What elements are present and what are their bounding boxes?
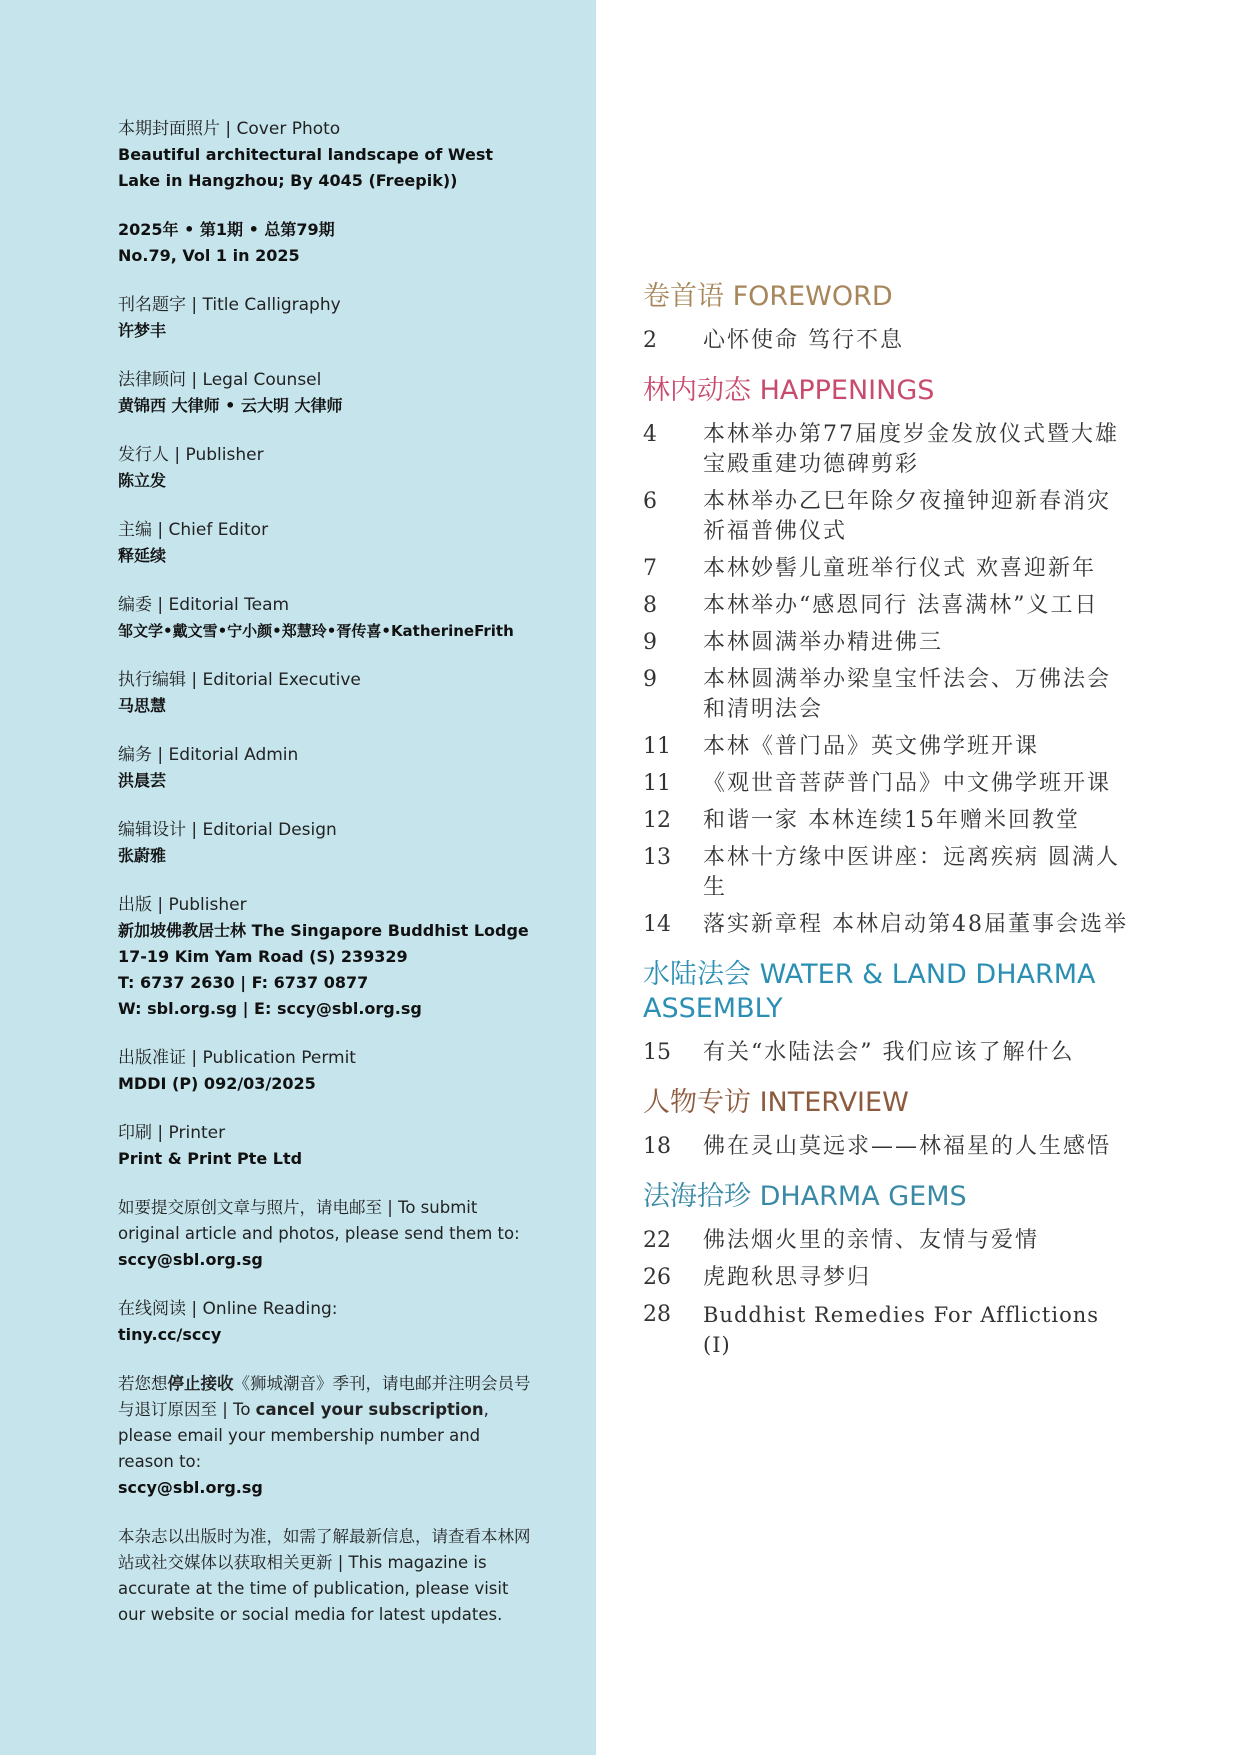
section-title: 法海拾珍 DHARMA GEMS: [643, 1181, 967, 1212]
unsubscribe-info: 若您想停止接收《狮城潮音》季刊，请电邮并注明会员号与退订原因至 | To cancel your subscription, please email your membership number and reason to: sccy@sbl.org.sg: [118, 1374, 531, 1497]
issue-info: 2025年 • 第1期 • 总第79期 No.79, Vol 1 in 2025: [118, 220, 335, 265]
toc-entry[interactable]: 22 佛法烟火里的亲情、友情与爱情: [643, 1228, 1040, 1253]
printer-credit: 印刷 | Printer Print & Print Pte Ltd: [118, 1123, 303, 1168]
section-title: 林内动态 HAPPENINGS: [643, 375, 935, 406]
editorial-executive-credit: 执行编辑 | Editorial Executive 马思慧: [118, 670, 361, 715]
toc-section-happenings: [643, 374, 1223, 940]
title-calligraphy-credit: 刊名题字 | Title Calligraphy 许梦丰: [118, 295, 341, 340]
toc-entry[interactable]: 6 本林举办乙巳年除夕夜撞钟迎新春消灾祈福普佛仪式: [643, 489, 1112, 544]
section-title: 人物专访 INTERVIEW: [643, 1087, 909, 1118]
section-title: 水陆法会 WATER & LAND DHARMA ASSEMBLY: [643, 959, 1096, 1024]
disclaimer: 本杂志以出版时为准，如需了解最新信息，请查看本林网站或社交媒体以获取相关更新 | This magazine is accurate at the time of publication, please visit our website or social media for latest updates.: [118, 1527, 531, 1624]
submission-info: 如要提交原创文章与照片，请电邮至 | To submit original article and photos, please send them to: sccy@sbl.org.sg: [118, 1198, 520, 1269]
issuer-credit: 发行人 | Publisher 陈立发: [118, 445, 264, 490]
toc-entry[interactable]: 12 和谐一家 本林连续15年赠米回教堂: [643, 808, 1080, 833]
toc-entry[interactable]: 18 佛在灵山莫远求——林福星的人生感悟: [643, 1134, 1112, 1159]
toc-entry[interactable]: 15 有关“水陆法会” 我们应该了解什么: [643, 1040, 1075, 1065]
toc-entry[interactable]: 7 本林妙髻儿童班举行仪式 欢喜迎新年: [643, 556, 1096, 581]
section-title: 卷首语 FOREWORD: [643, 281, 893, 312]
toc-entry[interactable]: 4 本林举办第77届度岁金发放仪式暨大雄宝殿重建功德碑剪彩: [643, 422, 1119, 477]
editorial-team-credit: 编委 | Editorial Team 邹文学•戴文雪•宁小颜•郑慧玲•胥传喜•KatherineFrith: [118, 595, 514, 640]
toc-section-dharma-gems: [643, 1180, 1223, 1360]
toc-entry[interactable]: 9 本林圆满举办梁皇宝忏法会、万佛法会和清明法会: [643, 667, 1112, 722]
cover-photo-credit: 本期封面照片 | Cover Photo Beautiful architectural landscape of West Lake in Hangzhou; By 4045 (Freepik)): [118, 119, 494, 190]
online-reading-info: 在线阅读 | Online Reading: tiny.cc/sccy: [118, 1299, 338, 1344]
toc-entry[interactable]: 9 本林圆满举办精进佛三: [643, 630, 944, 655]
toc-section-water-land-dharma-assembly: [643, 958, 1223, 1068]
editorial-design-credit: 编辑设计 | Editorial Design 张蔚雅: [118, 820, 337, 865]
credits-panel: [0, 0, 596, 1755]
legal-counsel-credit: 法律顾问 | Legal Counsel 黄锦西 大律师 • 云大明 大律师: [118, 370, 343, 415]
publication-permit-credit: 出版准证 | Publication Permit MDDI (P) 092/03/2025: [118, 1048, 356, 1093]
toc-entry[interactable]: 2 心怀使命 笃行不息: [643, 328, 904, 353]
toc-entry[interactable]: 8 本林举办“感恩同行 法喜满林”义工日: [643, 593, 1099, 618]
editorial-admin-credit: 编务 | Editorial Admin 洪晨芸: [118, 745, 299, 790]
toc-section-foreword: [643, 280, 1223, 356]
toc-entry[interactable]: 14 落实新章程 本林启动第48届董事会选举: [643, 912, 1128, 937]
toc-entry[interactable]: 11 本林《普门品》英文佛学班开课: [643, 734, 1040, 759]
toc-entry[interactable]: 28 Buddhist Remedies For Afflictions (I): [643, 1302, 1100, 1357]
table-of-contents: [643, 280, 1223, 1378]
toc-section-interview: [643, 1086, 1223, 1162]
toc-entry[interactable]: 13 本林十方缘中医讲座：远离疾病 圆满人生: [643, 845, 1120, 900]
toc-entry[interactable]: 26 虎跑秋思寻梦归: [643, 1265, 872, 1290]
chief-editor-credit: 主编 | Chief Editor 释延续: [118, 520, 269, 565]
publisher-credit: 出版 | Publisher 新加坡佛教居士林 The Singapore Buddhist Lodge 17-19 Kim Yam Road (S) 239329 T: 6737 2630 | F: 6737 0877 W: sbl.org.sg | E: sccy@sbl.org.sg: [118, 895, 529, 1018]
toc-entry[interactable]: 11 《观世音菩萨普门品》中文佛学班开课: [643, 771, 1112, 796]
